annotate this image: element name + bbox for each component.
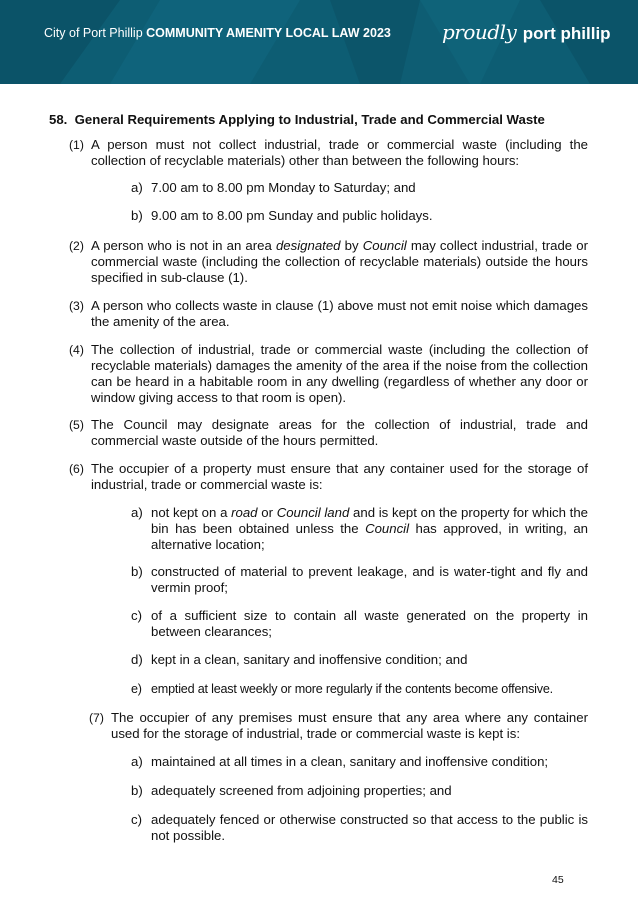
section-heading bbox=[49, 112, 545, 127]
clause-text-part: by bbox=[340, 238, 363, 253]
item-letter: a) bbox=[131, 754, 143, 769]
clause-3 bbox=[69, 298, 588, 330]
list-item bbox=[131, 812, 588, 844]
clause-2 bbox=[69, 238, 588, 286]
list-item bbox=[131, 505, 589, 553]
section-number: 58. bbox=[49, 112, 68, 127]
item-text: adequately fenced or otherwise constructed so that access to the public is not possible. bbox=[151, 812, 588, 843]
clause-number: (3) bbox=[69, 299, 84, 313]
clause-text: A person who collects waste in clause (1) above must not emit noise which damages the amenity of the area. bbox=[91, 298, 588, 329]
page-number: 45 bbox=[552, 874, 564, 886]
section-title: General Requirements Applying to Industrial, Trade and Commercial Waste bbox=[74, 112, 545, 127]
item-text: emptied at least weekly or more regularly if the contents become offensive. bbox=[151, 682, 553, 696]
header-doc-title: COMMUNITY AMENITY LOCAL LAW 2023 bbox=[146, 26, 391, 40]
clause-text: The occupier of any premises must ensure that any area where any container used for the storage of industrial, trade or commercial waste is kept is: bbox=[111, 710, 588, 741]
item-text: maintained at all times in a clean, sanitary and inoffensive condition; bbox=[151, 754, 549, 769]
item-text: kept in a clean, sanitary and inoffensive condition; and bbox=[151, 652, 468, 667]
logo-brand-text: port phillip bbox=[522, 24, 611, 43]
clause-number: (4) bbox=[69, 343, 84, 357]
defined-term: Council bbox=[365, 521, 410, 536]
item-text: constructed of material to prevent leakage, and is water-tight and fly and vermin proof; bbox=[151, 564, 588, 595]
port-phillip-logo bbox=[442, 20, 611, 44]
item-letter: c) bbox=[131, 608, 142, 623]
clause-7 bbox=[89, 710, 588, 742]
list-item bbox=[131, 754, 588, 770]
defined-term: designated bbox=[275, 238, 341, 253]
defined-term: road bbox=[231, 505, 258, 520]
item-letter: b) bbox=[131, 783, 143, 798]
header-banner bbox=[0, 0, 638, 84]
item-text-part: or bbox=[257, 505, 277, 520]
clause-number: (5) bbox=[69, 418, 84, 432]
item-letter: b) bbox=[131, 208, 143, 223]
clause-text-part: A person who is not in an area bbox=[91, 238, 276, 253]
item-letter: d) bbox=[131, 652, 143, 667]
clause-number: (7) bbox=[89, 711, 104, 725]
list-item bbox=[131, 608, 588, 640]
list-item bbox=[131, 180, 588, 196]
item-letter: e) bbox=[131, 682, 142, 696]
clause-number: (2) bbox=[69, 239, 84, 253]
header-org: City of Port Phillip bbox=[44, 26, 143, 40]
defined-term: Council bbox=[362, 238, 407, 253]
item-letter: a) bbox=[131, 180, 143, 195]
item-text: of a sufficient size to contain all waste generated on the property in between clearances; bbox=[151, 608, 588, 639]
clause-text: A person must not collect industrial, trade or commercial waste (including the collection of recyclable materials) other than between the following hours: bbox=[91, 137, 588, 168]
clause-number: (6) bbox=[69, 462, 84, 476]
document-header-title bbox=[44, 26, 391, 40]
list-item bbox=[131, 652, 588, 668]
logo-script-text: proudly bbox=[442, 20, 517, 44]
clause-1 bbox=[69, 137, 588, 169]
clause-4 bbox=[69, 342, 588, 406]
clause-5 bbox=[69, 417, 588, 449]
item-text-part: not kept on a bbox=[151, 505, 232, 520]
item-letter: c) bbox=[131, 812, 142, 827]
clause-number: (1) bbox=[69, 138, 84, 152]
list-item bbox=[131, 208, 588, 224]
item-text: adequately screened from adjoining properties; and bbox=[151, 783, 452, 798]
list-item bbox=[131, 681, 588, 697]
list-item bbox=[131, 564, 588, 596]
clause-text: The collection of industrial, trade or commercial waste (including the collection of recyclable materials) damages the amenity of the area if the noise from the collection can be heard in a habitable room in any dwelling (regardless of whether any door or window giving access to that room is open). bbox=[91, 342, 588, 405]
item-text-part: has approved, in writing, an alternative location; bbox=[151, 521, 589, 552]
item-text: 7.00 am to 8.00 pm Monday to Saturday; and bbox=[151, 180, 416, 195]
clause-text: The Council may designate areas for the collection of industrial, trade and commercial waste outside of the hours permitted. bbox=[91, 417, 588, 448]
item-letter: b) bbox=[131, 564, 143, 579]
clause-text-part: may collect industrial, trade or commercial waste (including the collection of recyclable materials) outside the hours specified in sub-clause (1). bbox=[91, 238, 588, 285]
item-text-part: and is kept on the property for which the bin has been obtained unless the bbox=[151, 505, 589, 536]
item-letter: a) bbox=[131, 505, 143, 520]
defined-term: Council land bbox=[276, 505, 350, 520]
clause-6 bbox=[69, 461, 588, 493]
list-item bbox=[131, 783, 588, 799]
clause-text: The occupier of a property must ensure that any container used for the storage of industrial, trade or commercial waste is: bbox=[91, 461, 588, 492]
item-text: 9.00 am to 8.00 pm Sunday and public holidays. bbox=[151, 208, 433, 223]
